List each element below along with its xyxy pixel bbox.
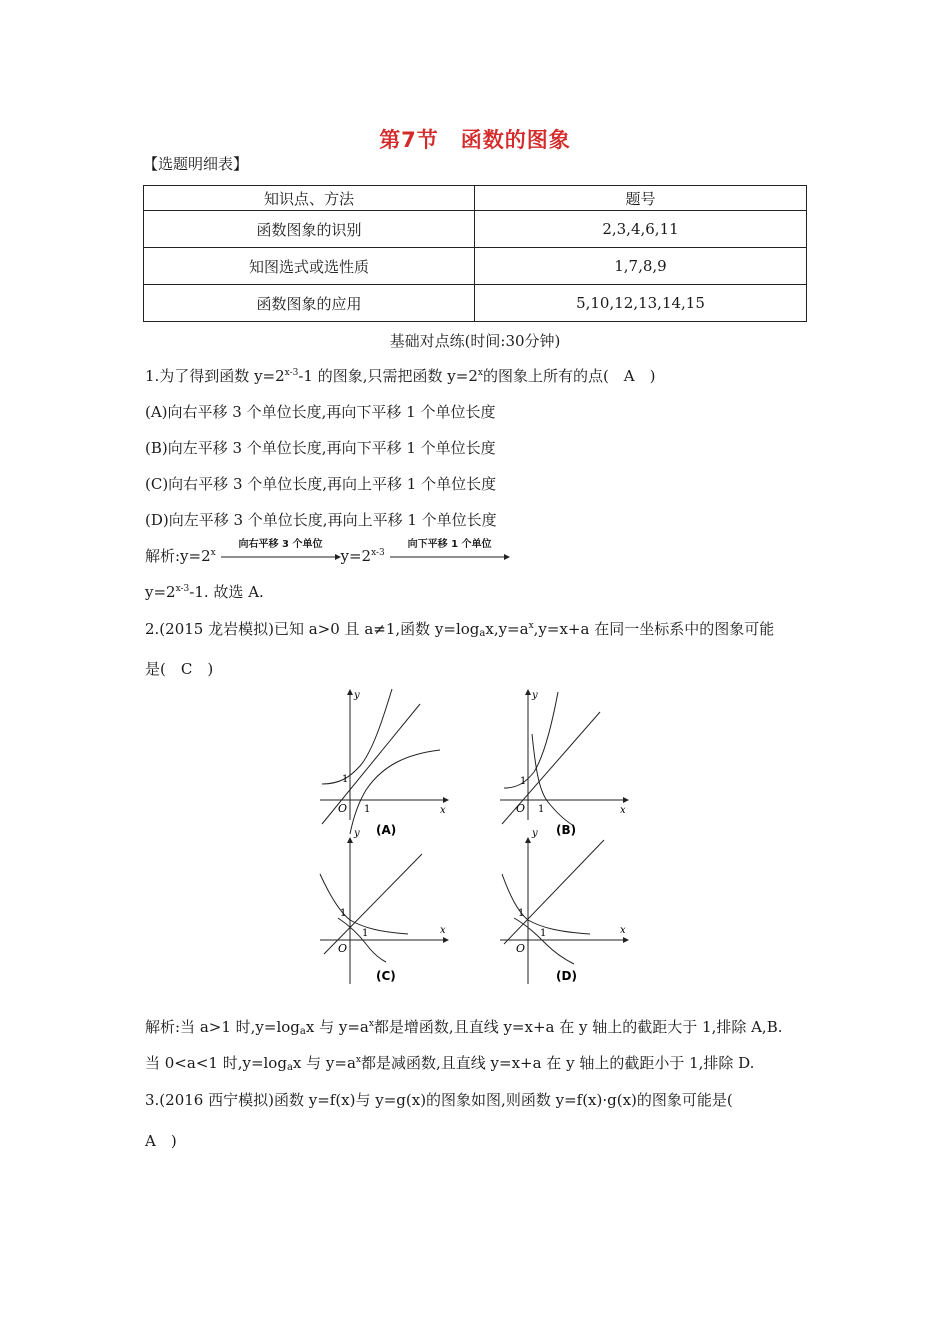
table-row (144, 248, 807, 285)
graph-d (500, 828, 628, 984)
table-header-row (144, 186, 807, 211)
q1-option-a: (A)向右平移 3 个单位长度,再向下平移 1 个单位长度 (145, 403, 496, 421)
axis-x-label: x (620, 805, 626, 816)
table-cell: 函数图象的应用 (144, 285, 475, 322)
q2-solution-cont: 当 0<a<1 时$,y=\log_ax$ 与 $y=a^x$都是减函数,且直线 y=x+a 在 y 轴上的截距小于 1,排除 D. (145, 1054, 755, 1073)
exp-curve (322, 689, 392, 784)
q1-solution: 解析$:y=2^x$ 向右平移 3 个单位 $y=2^{x-3}$ 向下平移 1 个单位 (145, 545, 510, 566)
q1-solution-result: $y=2^{x-3}-1$. 故选 A. (145, 583, 264, 601)
table-row (144, 211, 807, 248)
q1-stem: 1.为了得到函数 $y=2^{x-3}-1$ 的图象,只需把函数 $y=2^x$的图象上所有的点( A ) (145, 367, 656, 385)
graph-label: (C) (376, 969, 396, 983)
line-curve (324, 854, 422, 954)
table-cell: 1,7,8,9 (475, 248, 807, 285)
axis-x-label: x (440, 925, 446, 936)
axis-x-label: x (440, 805, 446, 816)
table-cell: 2,3,4,6,11 (475, 211, 807, 248)
origin-label: O (338, 802, 348, 815)
line-curve (504, 840, 604, 944)
graph-label: (D) (556, 969, 577, 983)
table-header: 知识点、方法 (144, 186, 475, 211)
table-cell: 5,10,12,13,14,15 (475, 285, 807, 322)
axis-x-label: x (620, 925, 626, 936)
q1-option-d: (D)向左平移 3 个单位长度,再向上平移 1 个单位长度 (145, 511, 497, 529)
page-title: 第7节 函数的图象 (379, 128, 571, 152)
arrow-icon (221, 552, 341, 562)
arrow-icon (390, 552, 510, 562)
axis-y-label: y (532, 828, 538, 839)
q1-option-b: (B)向左平移 3 个单位长度,再向下平移 1 个单位长度 (145, 439, 496, 457)
q2-stem-cont: 是( C ) (145, 660, 214, 678)
exp-curve (502, 874, 590, 934)
q2-solution: 解析:当 a>1 时$,y=\log_ax$ 与 $y=a^x$都是增函数,且直线 y=x+a 在 y 轴上的截距大于 1,排除 A,B. (145, 1018, 783, 1037)
tick-x-label: 1 (538, 804, 545, 815)
graph-b (500, 690, 628, 837)
q2-stem: 2.(2015 龙岩模拟)已知 a>0 且 a≠1,函数 $y=\log_ax,y=a^x,y=x+a$ 在同一坐标系中的图象可能 (145, 620, 775, 639)
section-label: 【选题明细表】 (143, 155, 249, 173)
graph-label: (B) (556, 823, 577, 837)
table-row (144, 285, 807, 322)
tick-y-label: 1 (342, 774, 349, 785)
line-curve (322, 704, 420, 824)
tick-y-label: 1 (518, 908, 525, 919)
table-cell: 知图选式或选性质 (144, 248, 475, 285)
q2-graphs (310, 684, 640, 1000)
tick-x-label: 1 (364, 804, 371, 815)
tick-x-label: 1 (540, 928, 547, 939)
exp-curve (320, 874, 408, 934)
q1-option-c: (C)向右平移 3 个单位长度,再向上平移 1 个单位长度 (145, 475, 497, 493)
axis-y-label: y (354, 690, 360, 701)
graph-a (320, 689, 448, 837)
axis-y-label: y (354, 828, 360, 839)
origin-label: O (516, 942, 526, 955)
tick-y-label: 1 (340, 908, 347, 919)
transform-arrow: 向下平移 1 个单位 (390, 548, 510, 566)
transform-arrow: 向右平移 3 个单位 (221, 548, 341, 566)
origin-label: O (516, 802, 526, 815)
origin-label: O (338, 942, 348, 955)
q3-stem-cont: A ) (145, 1132, 177, 1150)
tick-x-label: 1 (362, 928, 369, 939)
table-cell: 函数图象的识别 (144, 211, 475, 248)
practice-caption: 基础对点练(时间:30分钟) (389, 332, 561, 350)
tick-y-label: 1 (520, 776, 527, 787)
q3-stem: 3.(2016 西宁模拟)函数 y=f(x)与 y=g(x)的图象如图,则函数 y=f(x)·g(x)的图象可能是( (145, 1091, 733, 1109)
graph-label: (A) (376, 823, 397, 837)
exp-curve (504, 692, 558, 788)
log-curve (350, 750, 440, 834)
graph-c (320, 828, 448, 984)
topic-table (143, 185, 807, 322)
axis-y-label: y (532, 690, 538, 701)
table-header: 题号 (475, 186, 807, 211)
